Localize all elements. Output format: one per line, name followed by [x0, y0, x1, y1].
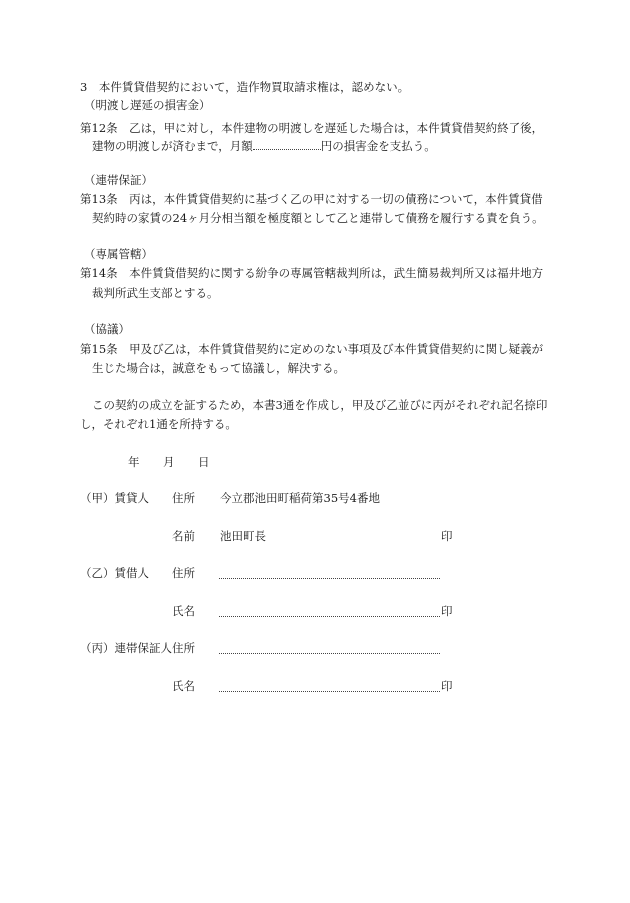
article-15-line2: 生じた場合は，誠意をもって協議し，解決する。 [92, 361, 345, 375]
date-day: 日 [198, 455, 210, 469]
lessor-address: 今立郡池田町稲荷第35号4番地 [220, 491, 380, 505]
lessor-role: （甲）賃貸人 [80, 491, 149, 505]
article-13-line1: 第13条 丙は，本件賃貸借契約に基づく乙の甲に対する一切の債務について，本件賃貸借 [80, 192, 543, 206]
guarantor-address-blank [219, 640, 440, 654]
guarantor-seal: 印 [441, 679, 453, 693]
heading-art15: （協議） [84, 322, 130, 336]
article-12-line1: 第12条 乙は，甲に対し，本件建物の明渡しを遅延した場合は，本件賃貸借契約終了後， [80, 121, 544, 135]
lessee-address-blank [219, 565, 440, 579]
article-14-line2: 裁判所武生支部とする。 [92, 286, 219, 300]
article-12-line2-post: 円の損害金を支払う。 [320, 139, 436, 153]
heading-art12: （明渡し遅延の損害金） [84, 98, 211, 112]
heading-art13: （連帯保証） [84, 173, 153, 187]
article-13-line2: 契約時の家賃の24ヶ月分相当額を極度額として乙と連帯して債務を履行する責を負う。 [92, 211, 544, 225]
closing-line1: この契約の成立を証するため，本書3通を作成し，甲及び乙並びに丙がそれぞれ記名捺印 [92, 398, 548, 412]
lessor-name: 池田町長 [220, 529, 266, 543]
article-15-line1: 第15条 甲及び乙は，本件賃貸借契約に定めのない事項及び本件賃貸借契約に関し疑義が [80, 342, 544, 356]
guarantor-name-label: 氏名 [172, 679, 195, 693]
closing-line2: し，それぞれ1通を所持する。 [80, 417, 237, 431]
article-12-line2 [92, 138, 436, 154]
lessee-role: （乙）賃借人 [80, 566, 149, 580]
date-month: 月 [163, 455, 175, 469]
lessee-name-label: 氏名 [172, 604, 195, 618]
date-year: 年 [128, 455, 140, 469]
guarantor-name-blank [219, 678, 440, 692]
guarantor-role: （丙）連帯保証人 [80, 641, 172, 655]
lessor-name-label: 名前 [172, 529, 195, 543]
lessee-address-label: 住所 [172, 566, 195, 580]
article-14-line1: 第14条 本件賃貸借契約に関する紛争の専属管轄裁判所は，武生簡易裁判所又は福井地方 [80, 266, 544, 280]
clause-3: 3 本件賃貸借契約において，造作物買取請求権は，認めない。 [80, 80, 410, 94]
lessee-seal: 印 [441, 604, 453, 618]
lessee-name-blank [219, 603, 440, 617]
guarantor-address-label: 住所 [172, 641, 195, 655]
article-12-line2-pre: 建物の明渡しが済むまで，月額 [92, 139, 253, 153]
lessor-address-label: 住所 [172, 491, 195, 505]
heading-art14: （専属管轄） [84, 247, 153, 261]
amount-blank [253, 138, 321, 150]
lessor-seal: 印 [441, 529, 453, 543]
